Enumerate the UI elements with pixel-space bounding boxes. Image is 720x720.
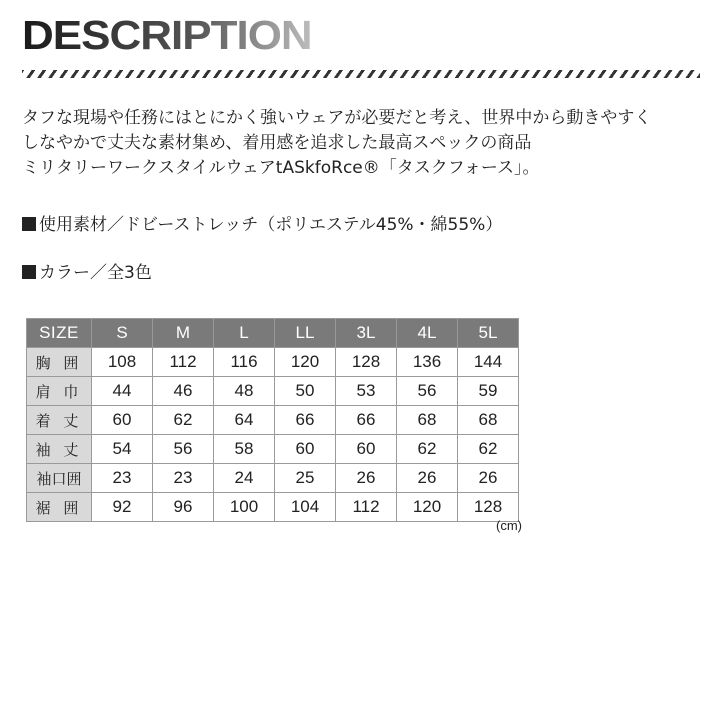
table-cell: 24: [214, 464, 275, 493]
description-line: ミリタリーワークスタイルウェアtASkfoRce®「タスクフォース」。: [22, 158, 540, 178]
size-header-label: SIZE: [27, 319, 92, 348]
page-heading: DESCRIPTION: [22, 13, 312, 59]
material-text: 使用素材／ドビーストレッチ（ポリエステル45%・綿55%）: [39, 215, 503, 235]
row-label: 着 丈: [27, 406, 92, 435]
table-cell: 116: [214, 348, 275, 377]
table-cell: 96: [153, 493, 214, 522]
table-cell: 66: [275, 406, 336, 435]
table-cell: 62: [458, 435, 519, 464]
table-row: [27, 493, 519, 522]
table-cell: 112: [336, 493, 397, 522]
table-cell: 59: [458, 377, 519, 406]
table-cell: 60: [92, 406, 153, 435]
table-cell: 60: [275, 435, 336, 464]
table-cell: 53: [336, 377, 397, 406]
table-cell: 50: [275, 377, 336, 406]
table-row: [27, 435, 519, 464]
table-cell: 62: [397, 435, 458, 464]
table-cell: 112: [153, 348, 214, 377]
table-cell: 120: [397, 493, 458, 522]
table-row: [27, 348, 519, 377]
table-cell: 26: [336, 464, 397, 493]
table-row: [27, 406, 519, 435]
table-cell: 108: [92, 348, 153, 377]
table-cell: 144: [458, 348, 519, 377]
table-cell: 60: [336, 435, 397, 464]
table-cell: 100: [214, 493, 275, 522]
size-header-cell: LL: [275, 319, 336, 348]
row-label: 袖口囲: [27, 464, 92, 493]
table-cell: 23: [153, 464, 214, 493]
color-info: [22, 258, 152, 283]
description-text: [22, 106, 702, 181]
table-cell: 64: [214, 406, 275, 435]
table-cell: 48: [214, 377, 275, 406]
diagonal-stripe-divider: [22, 70, 700, 78]
table-cell: 23: [92, 464, 153, 493]
table-cell: 120: [275, 348, 336, 377]
table-cell: 128: [458, 493, 519, 522]
square-bullet-icon: [22, 217, 36, 231]
table-cell: 46: [153, 377, 214, 406]
table-cell: 92: [92, 493, 153, 522]
row-label: 袖 丈: [27, 435, 92, 464]
table-cell: 104: [275, 493, 336, 522]
table-cell: 26: [458, 464, 519, 493]
table-cell: 56: [397, 377, 458, 406]
table-cell: 62: [153, 406, 214, 435]
size-header-row: [27, 319, 519, 348]
unit-label: (cm): [496, 518, 522, 533]
material-info: [22, 210, 502, 235]
size-header-cell: 5L: [458, 319, 519, 348]
row-label: 肩 巾: [27, 377, 92, 406]
size-table: [26, 318, 519, 522]
description-line: タフな現場や任務にはとにかく強いウェアが必要だと考え、世界中から動きやすく: [22, 108, 652, 128]
table-row: [27, 377, 519, 406]
table-cell: 44: [92, 377, 153, 406]
table-cell: 54: [92, 435, 153, 464]
table-cell: 136: [397, 348, 458, 377]
row-label: 裾 囲: [27, 493, 92, 522]
row-label: 胸 囲: [27, 348, 92, 377]
description-line: しなやかで丈夫な素材集め、着用感を追求した最高スペックの商品: [22, 133, 532, 153]
size-header-cell: 3L: [336, 319, 397, 348]
table-cell: 128: [336, 348, 397, 377]
table-row: [27, 464, 519, 493]
table-cell: 25: [275, 464, 336, 493]
table-cell: 68: [458, 406, 519, 435]
table-cell: 66: [336, 406, 397, 435]
table-cell: 56: [153, 435, 214, 464]
table-cell: 58: [214, 435, 275, 464]
square-bullet-icon: [22, 265, 36, 279]
size-header-cell: S: [92, 319, 153, 348]
size-header-cell: M: [153, 319, 214, 348]
size-header-cell: 4L: [397, 319, 458, 348]
color-text: カラー／全3色: [39, 263, 152, 283]
size-header-cell: L: [214, 319, 275, 348]
table-cell: 68: [397, 406, 458, 435]
table-cell: 26: [397, 464, 458, 493]
